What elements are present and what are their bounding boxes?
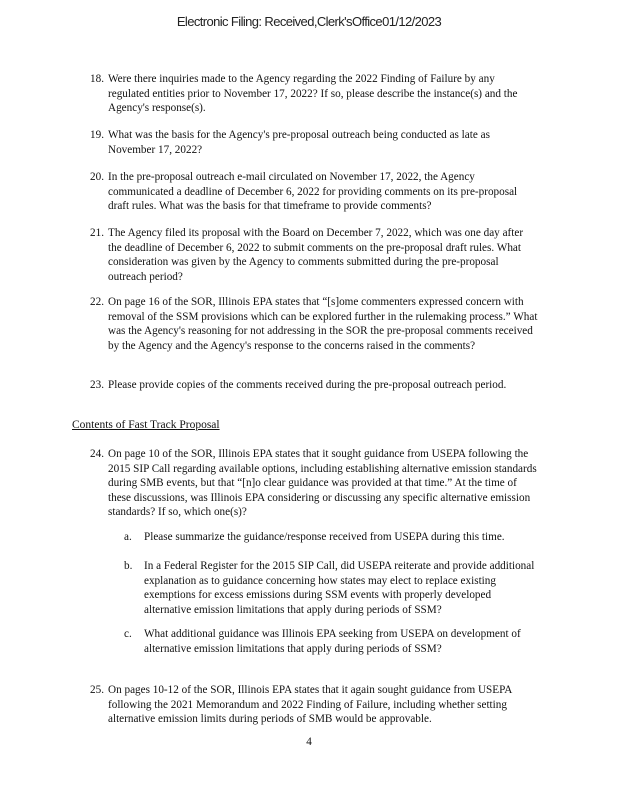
- question-21-number: 21.: [90, 227, 104, 239]
- question-25-number: 25.: [90, 684, 104, 696]
- subitem-b-letter: b.: [124, 560, 133, 572]
- page-number: 4: [306, 736, 312, 748]
- question-22-text: On page 16 of the SOR, Illinois EPA states that “[s]ome commenters expressed concern with removal of the SSM provisions which can be explored further in the rulemaking process.” What was the Agency's reasoning for not addressing in the SOR the pre-proposal comments received by the Agency and the Agency's response to the concerns raised in the comments?: [108, 296, 538, 352]
- subitem-b-text: In a Federal Register for the 2015 SIP Call, did USEPA reiterate and provide additional explanation as to guidance concerning how states may elect to replace existing exemptions for excess emissions during SSM events with properly developed alternative emission limitations that apply during periods of SSM?: [144, 560, 535, 616]
- subitem-c-letter: c.: [124, 628, 132, 640]
- question-24-text: On page 10 of the SOR, Illinois EPA states that it sought guidance from USEPA following the 2015 SIP Call regarding available options, including establishing alternative emission standards during SMB events, but that “[n]o clear guidance was provided at that time.” At the time of these discussions, was Illinois EPA considering or discussing any specific alternative emission standards? If so, which one(s)?: [108, 448, 537, 518]
- section-heading: Contents of Fast Track Proposal: [72, 419, 220, 431]
- question-19-text: What was the basis for the Agency's pre-proposal outreach being conducted as late as November 17, 2022?: [108, 129, 490, 156]
- question-18-number: 18.: [90, 73, 104, 85]
- question-18-text: Were there inquiries made to the Agency regarding the 2022 Finding of Failure by any regulated entities prior to November 17, 2022? If so, please describe the instance(s) and the Agency's response(s).: [108, 73, 518, 114]
- question-22-number: 22.: [90, 296, 104, 308]
- subitem-a-letter: a.: [124, 531, 132, 543]
- subitem-a-text: Please summarize the guidance/response received from USEPA during this time.: [144, 531, 505, 543]
- question-20-number: 20.: [90, 171, 104, 183]
- filing-stamp: Electronic Filing: Received,Clerk'sOffice01/12/2023: [176, 14, 442, 29]
- question-25-text: On pages 10-12 of the SOR, Illinois EPA states that it again sought guidance from USEPA following the 2021 Memorandum and 2022 Finding of Failure, including whether setting alternative emission limits during periods of SMB would be approvable.: [108, 684, 512, 725]
- question-23-text: Please provide copies of the comments received during the pre-proposal outreach period.: [108, 379, 507, 391]
- subitem-c-text: What additional guidance was Illinois EPA seeking from USEPA on development of alternative emission limitations that apply during periods of SSM?: [144, 628, 521, 655]
- question-24-number: 24.: [90, 448, 104, 460]
- question-23-number: 23.: [90, 379, 104, 391]
- question-21-text: The Agency filed its proposal with the Board on December 7, 2022, which was one day after the deadline of December 6, 2022 to submit comments on the pre-proposal draft rules. What consideration was given by the Agency to comments submitted during the pre-proposal outreach period?: [108, 227, 524, 283]
- question-20-text: In the pre-proposal outreach e-mail circulated on November 17, 2022, the Agency communicated a deadline of December 6, 2022 for providing comments on its pre-proposal draft rules. What was the basis for that timeframe to provide comments?: [108, 171, 518, 212]
- question-19-number: 19.: [90, 129, 104, 141]
